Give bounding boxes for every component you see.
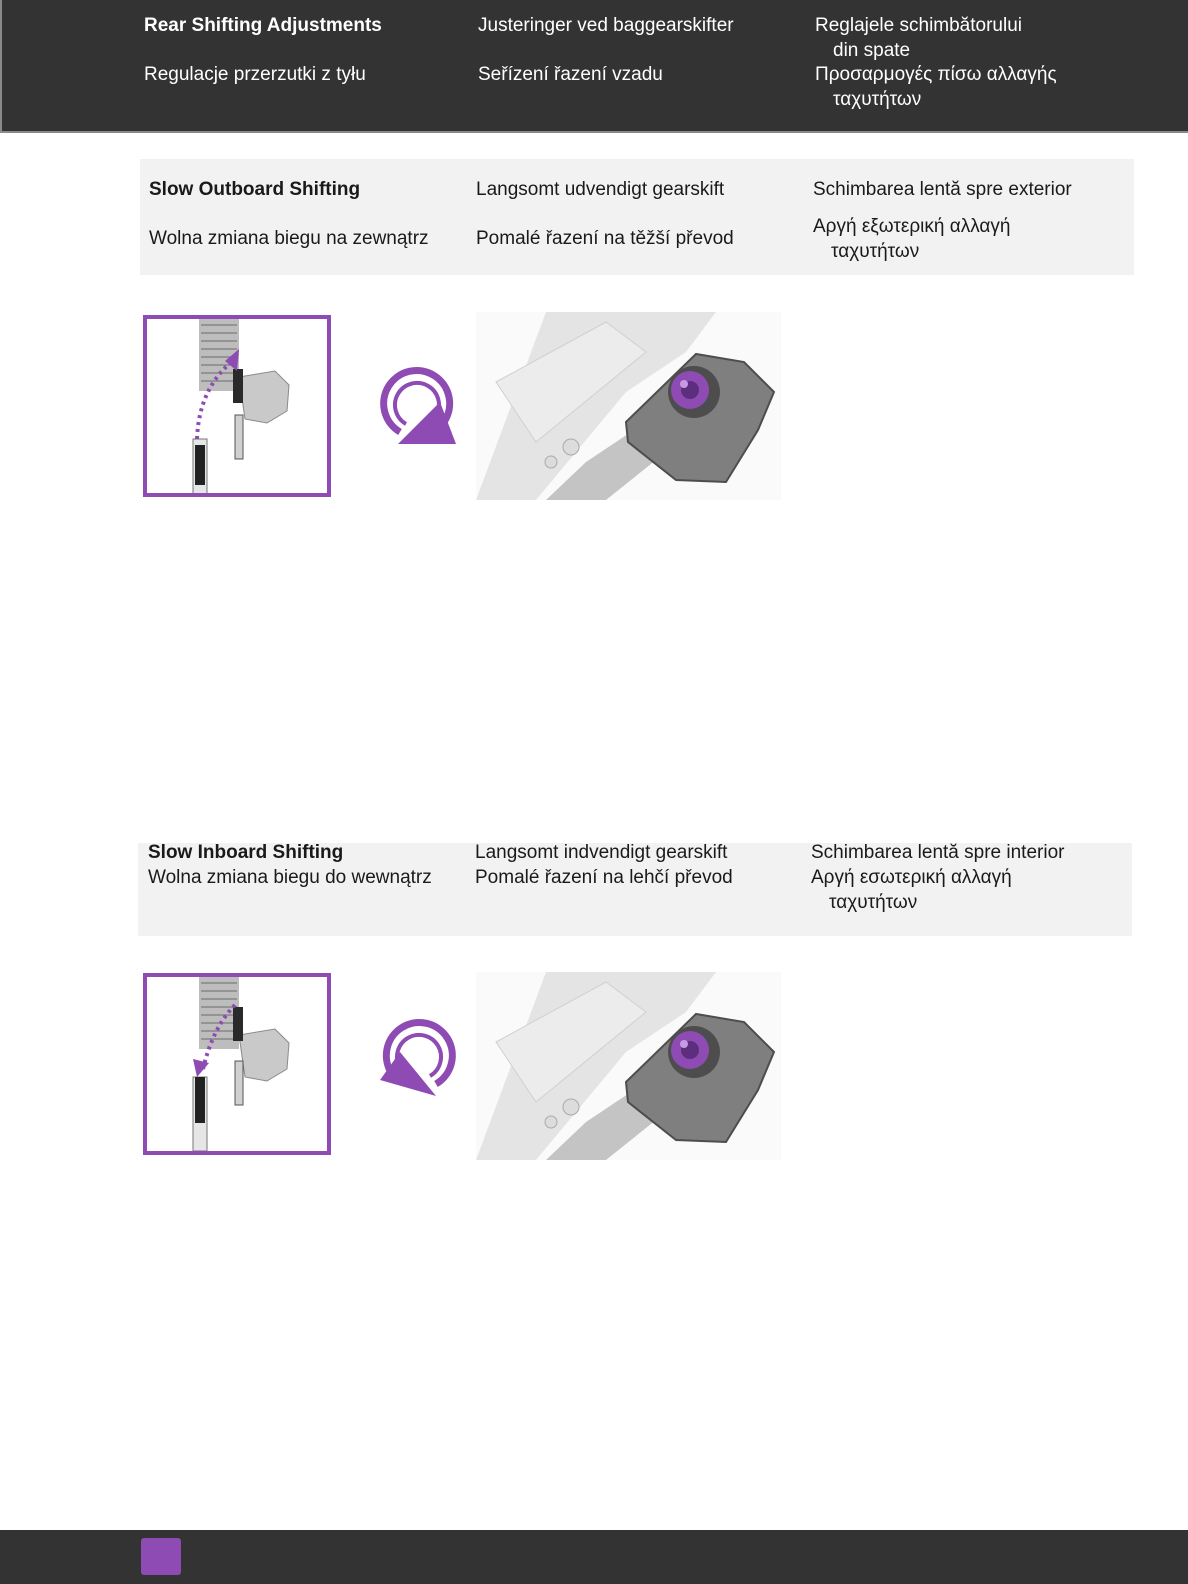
limit-screw-illustration bbox=[476, 312, 781, 500]
inboard-title-el-line1: Αργή εσωτερική αλλαγή bbox=[811, 867, 1012, 888]
header-title-el-line2: ταχυτήτων bbox=[833, 89, 922, 110]
inboard-limit-screw-photo bbox=[476, 972, 781, 1160]
outboard-derailleur-illustration bbox=[147, 319, 327, 493]
outboard-limit-screw-photo bbox=[476, 312, 781, 500]
rotate-clockwise-icon bbox=[378, 1014, 458, 1098]
header-title-ro bbox=[815, 13, 1022, 63]
outboard-title-el bbox=[813, 214, 1010, 264]
outboard-title-el-line1: Αργή εξωτερική αλλαγή bbox=[813, 216, 1011, 237]
header-title-en: Rear Shifting Adjustments bbox=[144, 15, 382, 36]
outboard-title-ro: Schimbarea lentă spre exterior bbox=[813, 179, 1072, 200]
header-title-cs: Seřízení řazení vzadu bbox=[478, 64, 663, 85]
inboard-derailleur-illustration bbox=[147, 977, 327, 1151]
header-title-da: Justeringer ved baggearskifter bbox=[478, 15, 734, 36]
inboard-title-cs: Pomalé řazení na lehčí převod bbox=[475, 867, 733, 888]
rotate-counterclockwise-icon bbox=[378, 362, 458, 446]
outboard-derailleur-diagram bbox=[143, 315, 331, 497]
outboard-title-cs: Pomalé řazení na těžší převod bbox=[476, 228, 734, 249]
footer-band bbox=[0, 1530, 1188, 1584]
inboard-title-el bbox=[811, 865, 1012, 915]
header-band bbox=[0, 0, 1188, 133]
inboard-title-en: Slow Inboard Shifting bbox=[148, 842, 344, 863]
header-title-pl: Regulacje przerzutki z tyłu bbox=[144, 64, 366, 85]
outboard-title-pl: Wolna zmiana biegu na zewnątrz bbox=[149, 228, 429, 249]
header-title-el-line1: Προσαρμογές πίσω αλλαγής bbox=[815, 64, 1057, 85]
limit-screw-illustration bbox=[476, 972, 781, 1160]
inboard-derailleur-diagram bbox=[143, 973, 331, 1155]
outboard-title-el-line2: ταχυτήτων bbox=[831, 241, 920, 262]
outboard-title-da: Langsomt udvendigt gearskift bbox=[476, 179, 725, 200]
page-tab-marker bbox=[141, 1538, 181, 1575]
inboard-title-da: Langsomt indvendigt gearskift bbox=[475, 842, 728, 863]
header-title-ro-line1: Reglajele schimbătorului bbox=[815, 15, 1022, 36]
outboard-title-en: Slow Outboard Shifting bbox=[149, 179, 361, 200]
inboard-title-pl: Wolna zmiana biegu do wewnątrz bbox=[148, 867, 432, 888]
header-title-el bbox=[815, 62, 1057, 112]
inboard-title-ro: Schimbarea lentă spre interior bbox=[811, 842, 1065, 863]
header-title-ro-line2: din spate bbox=[833, 40, 911, 61]
inboard-title-el-line2: ταχυτήτων bbox=[829, 892, 918, 913]
inboard-title-panel bbox=[138, 843, 1132, 936]
outboard-title-panel bbox=[140, 159, 1134, 275]
